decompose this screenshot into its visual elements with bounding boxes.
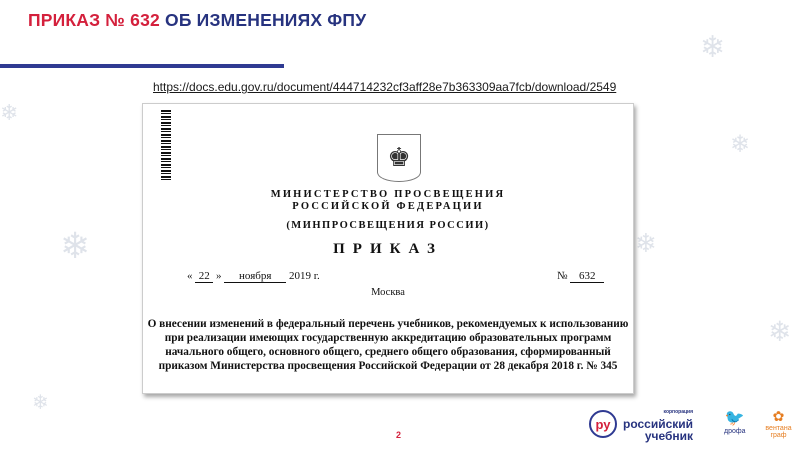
order-subject: О внесении изменений в федеральный перечень учебников, рекомендуемых к использованию при реализации имеющих государственную аккредитацию образовательных программ начального общего, основного общего, среднего общего образования, сформированный приказом Министерства просвещения Российской Федерации от 28 декабря 2018 г. № 345 — [147, 318, 629, 372]
order-document-image — [142, 103, 634, 394]
number: 632 — [570, 270, 604, 283]
snowflake-icon: ❄ — [700, 31, 726, 64]
order-number — [557, 270, 604, 283]
logo-circle-icon: ру — [589, 410, 617, 438]
snowflake-icon: ❄ — [635, 228, 657, 258]
year: 2019 г. — [289, 270, 320, 282]
snowflake-icon: ❄ — [0, 100, 19, 125]
snowflake-icon: ❄ — [730, 131, 751, 158]
document-type: ПРИКАЗ — [333, 241, 443, 257]
slide-title: ПРИКАЗ № 632 ОБ ИЗМЕНЕНИЯХ ФПУ — [28, 10, 367, 30]
vg-icon: ✿ — [772, 408, 785, 424]
bird-icon: 🐦 — [724, 410, 745, 427]
number-label: № — [557, 270, 568, 282]
quote-open: « — [187, 270, 193, 282]
document-link[interactable]: https://docs.edu.gov.ru/document/444714232cf3aff28e7b363309aa7fcb/download/2549 — [153, 80, 617, 94]
snowflake-icon: ❄ — [60, 225, 91, 266]
ministry-name: МИНИСТЕРСТВО ПРОСВЕЩЕНИЯ — [270, 189, 506, 200]
drofa-logo — [724, 408, 746, 435]
logo-line2: учебник — [644, 429, 694, 443]
day: 22 — [195, 270, 213, 283]
logo-line1: российский — [623, 417, 694, 431]
ventana-graf-logo — [757, 408, 800, 439]
month: ноября — [224, 270, 286, 283]
page-number: 2 — [396, 430, 402, 440]
snowflake-icon: ❄ — [32, 392, 49, 414]
ministry-short: (МИНПРОСВЕЩЕНИЯ РОССИИ) — [286, 220, 490, 231]
city: Москва — [371, 287, 405, 298]
vg-text: вентана граф — [765, 425, 792, 439]
russian-textbook-logo — [589, 406, 693, 442]
snowflake-icon: ❄ — [768, 316, 792, 347]
ministry-name-2: РОССИЙСКОЙ ФЕДЕРАЦИИ — [292, 201, 484, 212]
drofa-text: дрофа — [724, 428, 746, 435]
title-underline — [0, 64, 284, 68]
quote-close: » — [216, 270, 222, 282]
order-date — [187, 270, 320, 283]
barcode — [161, 110, 171, 182]
coat-of-arms-icon: ♚ — [377, 134, 421, 182]
logo-small-text: корпорация — [663, 409, 694, 415]
